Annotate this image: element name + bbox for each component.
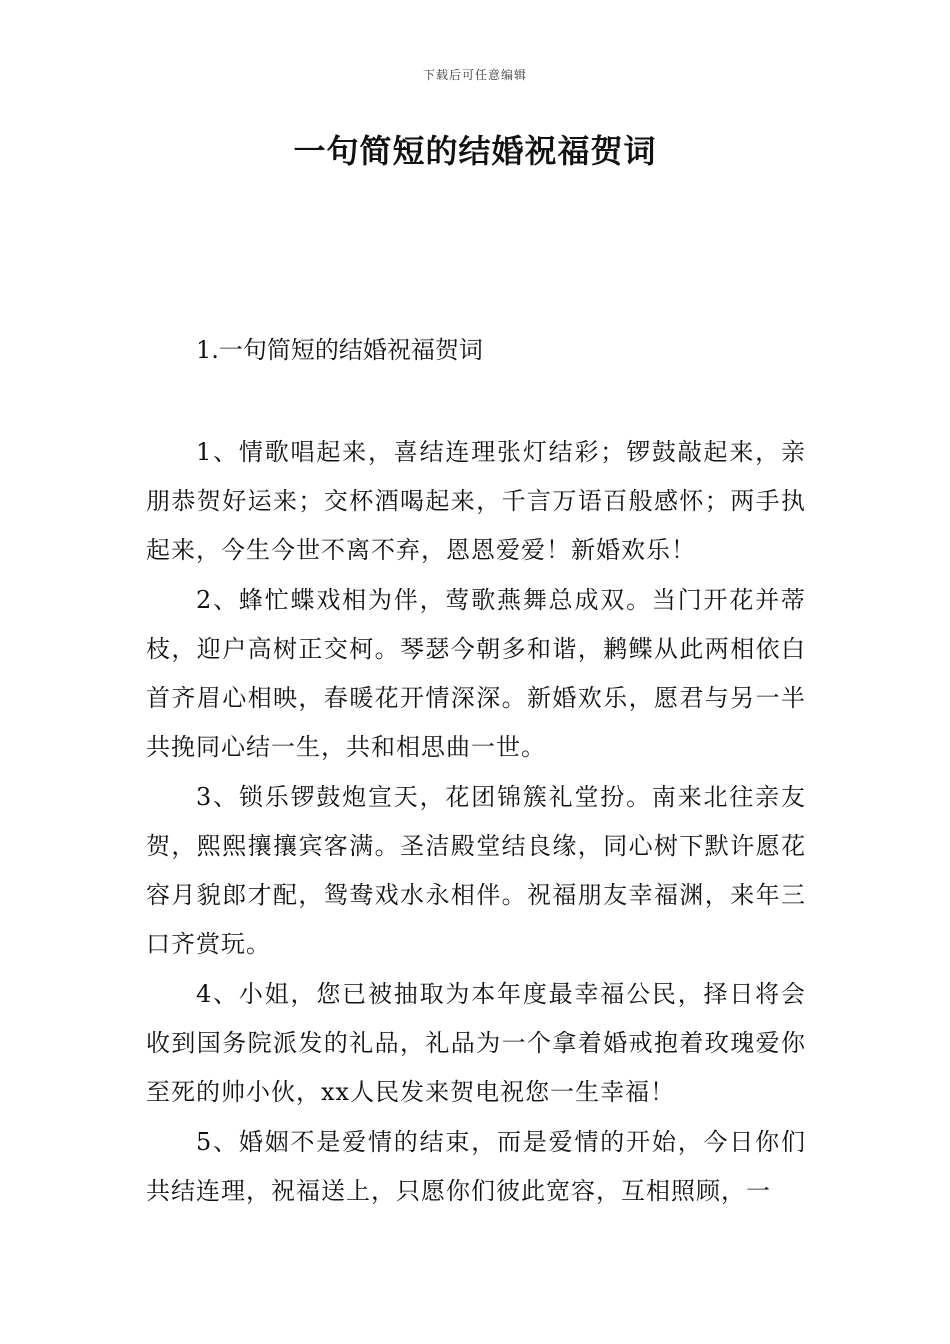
paragraph-3: 3、锁乐锣鼓炮宣天，花团锦簇礼堂扮。南来北往亲友贺，熙熙攘攘宾客满。圣洁殿堂结良缘，同心树下默许愿花容月貌郎才配，鸳鸯戏水永相伴。祝福朋友幸福渊，来年三口齐赏玩。 — [146, 783, 806, 958]
paragraph-4: 4、小姐，您已被抽取为本年度最幸福公民，择日将会收到国务院派发的礼品，礼品为一个拿着婚戒抱着玫瑰爱你至死的帅小伙，xx人民发来贺电祝您一生幸福！ — [146, 980, 806, 1106]
header-note: 下载后可任意编辑 — [422, 68, 527, 82]
paragraph-1: 1、情歌唱起来，喜结连理张灯结彩；锣鼓敲起来，亲朋恭贺好运来；交杯酒喝起来，千言万语百般感怀；两手执起来，今生今世不离不弃，恩恩爱爱！新婚欢乐！ — [146, 438, 806, 564]
paragraph-2: 2、蜂忙蝶戏相为伴，莺歌燕舞总成双。当门开花并蒂枝，迎户高树正交柯。琴瑟今朝多和谐，鹣鲽从此两相依白首齐眉心相映，春暖花开情深深。新婚欢乐，愿君与另一半共挽同心结一生，共和相思曲一世。 — [146, 586, 806, 761]
document-body — [146, 428, 806, 1217]
document-title: 一句简短的结婚祝福贺词 — [293, 132, 657, 170]
paragraph-5: 5、婚姻不是爱情的结束，而是爱情的开始，今日你们共结连理，祝福送上，只愿你们彼此宽容，互相照顾，一 — [146, 1128, 806, 1205]
section-heading: 1.一句简短的结婚祝福贺词 — [196, 336, 483, 364]
